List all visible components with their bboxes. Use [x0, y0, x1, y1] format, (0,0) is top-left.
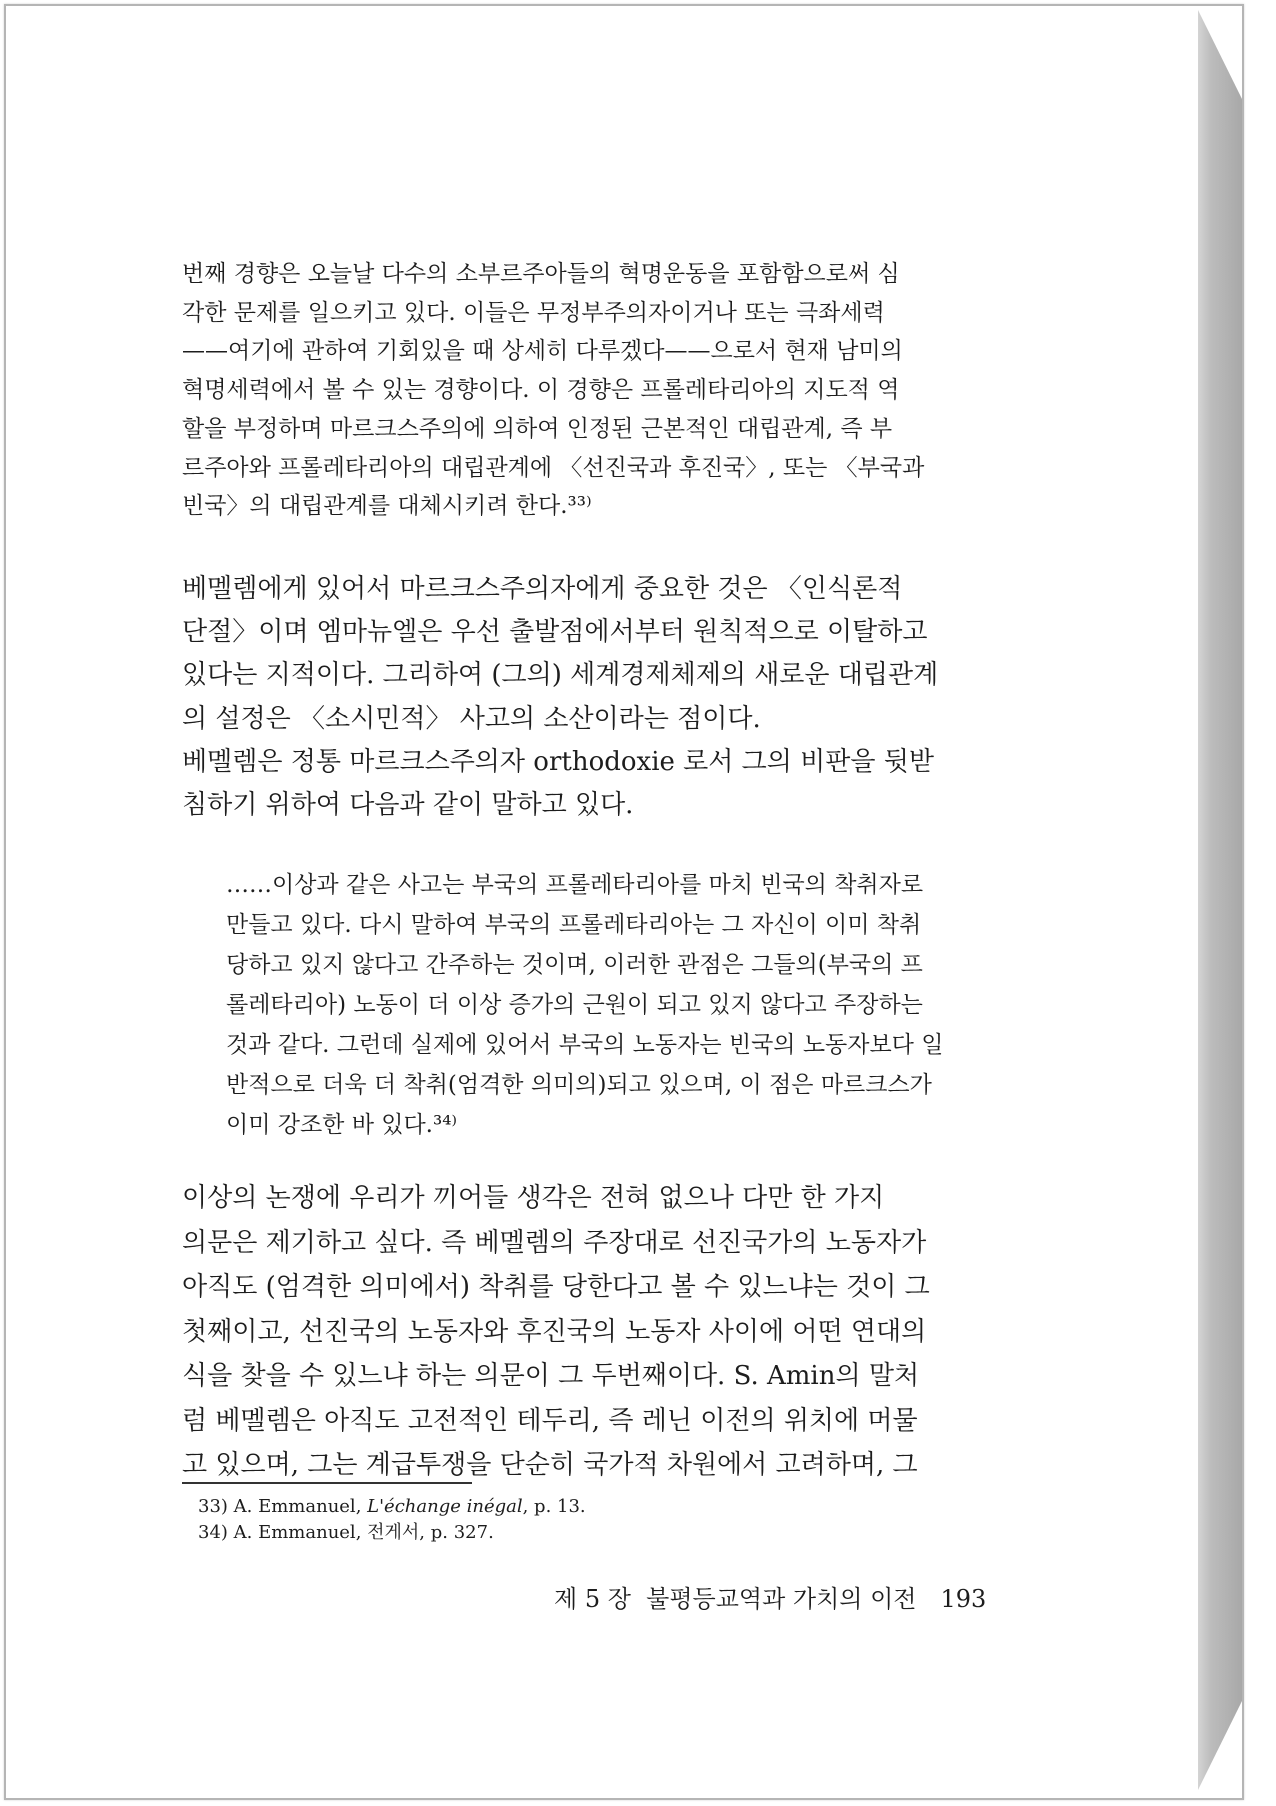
chapter-title: 제 5 장 불평등교역과 가치의 이전: [554, 1585, 917, 1613]
block-quote: ……이상과 같은 사고는 부국의 프롤레타리아를 마치 빈국의 착취자로 만들고 있다. 다시 말하여 부국의 프롤레타리아는 그 자신이 이미 착취 당하고 있지 않다고 간주하는 것이며, 이러한 관점은 그들의(부국의 프 롤레타리아) 노동이 더 이상 증가의 근원이 되고 있지 않다고 주장하는 것과 같다. 그런데 실제에 있어서 부국의 노동자는 빈국의 노동자보다 일 반적으로 더욱 더 착취(엄격한 의미의)되고 있으며, 이 점은 마르크스가 이미 강조한 바 있다.³⁴⁾: [226, 872, 944, 1138]
running-footer: [554, 1583, 986, 1615]
paragraph-1: 번째 경향은 오늘날 다수의 소부르주아들의 혁명운동을 포함함으로써 심 각한 문제를 일으키고 있다. 이들은 무정부주의자이거나 또는 극좌세력 ——여기에 관하여 기회있을 때 상세히 다루겠다——으로서 현재 남미의 혁명세력에서 볼 수 있는 경향이다. 이 경향은 프롤레타리아의 지도적 역 할을 부정하며 마르크스주의에 의하여 인정된 근본적인 대립관계, 즉 부 르주아와 프롤레타리아의 대립관계에 〈선진국과 후진국〉, 또는 〈부국과 빈국〉의 대립관계를 대체시키려 한다.³³⁾: [182, 261, 925, 520]
page-stack-edge: [1198, 10, 1242, 1790]
paragraph-2: 베멜렘에게 있어서 마르크스주의자에게 중요한 것은 〈인식론적 단절〉이며 엠마뉴엘은 우선 출발점에서부터 원칙적으로 이탈하고 있다는 지적이다. 그리하여 (그의) 세계경제체제의 새로운 대립관계 의 설정은 〈소시민적〉 사고의 소산이라는 점이다. 베멜렘은 정통 마르크스주의자 orthodoxie 로서 그의 비판을 뒷받 침하기 위하여 다음과 같이 말하고 있다.: [182, 574, 939, 821]
page-number: 193: [940, 1585, 987, 1613]
footnote-33: [198, 1495, 586, 1519]
footnote-33-suffix: , p. 13.: [522, 1496, 586, 1517]
paragraph-3: 이상의 논쟁에 우리가 끼어들 생각은 전혀 없으나 다만 한 가지 의문은 제기하고 싶다. 즉 베멜렘의 주장대로 선진국가의 노동자가 아직도 (엄격한 의미에서) 착취를 당한다고 볼 수 있느냐는 것이 그 첫째이고, 선진국의 노동자와 후진국의 노동자 사이에 어떤 연대의 식을 찾을 수 있느냐 하는 의문이 그 두번째이다. S. Amin의 말처 럼 베멜렘은 아직도 고전적인 테두리, 즉 레닌 이전의 위치에 머물 고 있으며, 그는 계급투쟁을 단순히 국가적 차원에서 고려하며, 그: [182, 1183, 930, 1480]
footnote-34: 34) A. Emmanuel, 전게서, p. 327.: [198, 1522, 494, 1543]
footnote-33-prefix: 33) A. Emmanuel,: [198, 1496, 368, 1517]
footnote-divider: [182, 1482, 472, 1484]
footnote-33-title: L'échange inégal: [367, 1496, 523, 1517]
